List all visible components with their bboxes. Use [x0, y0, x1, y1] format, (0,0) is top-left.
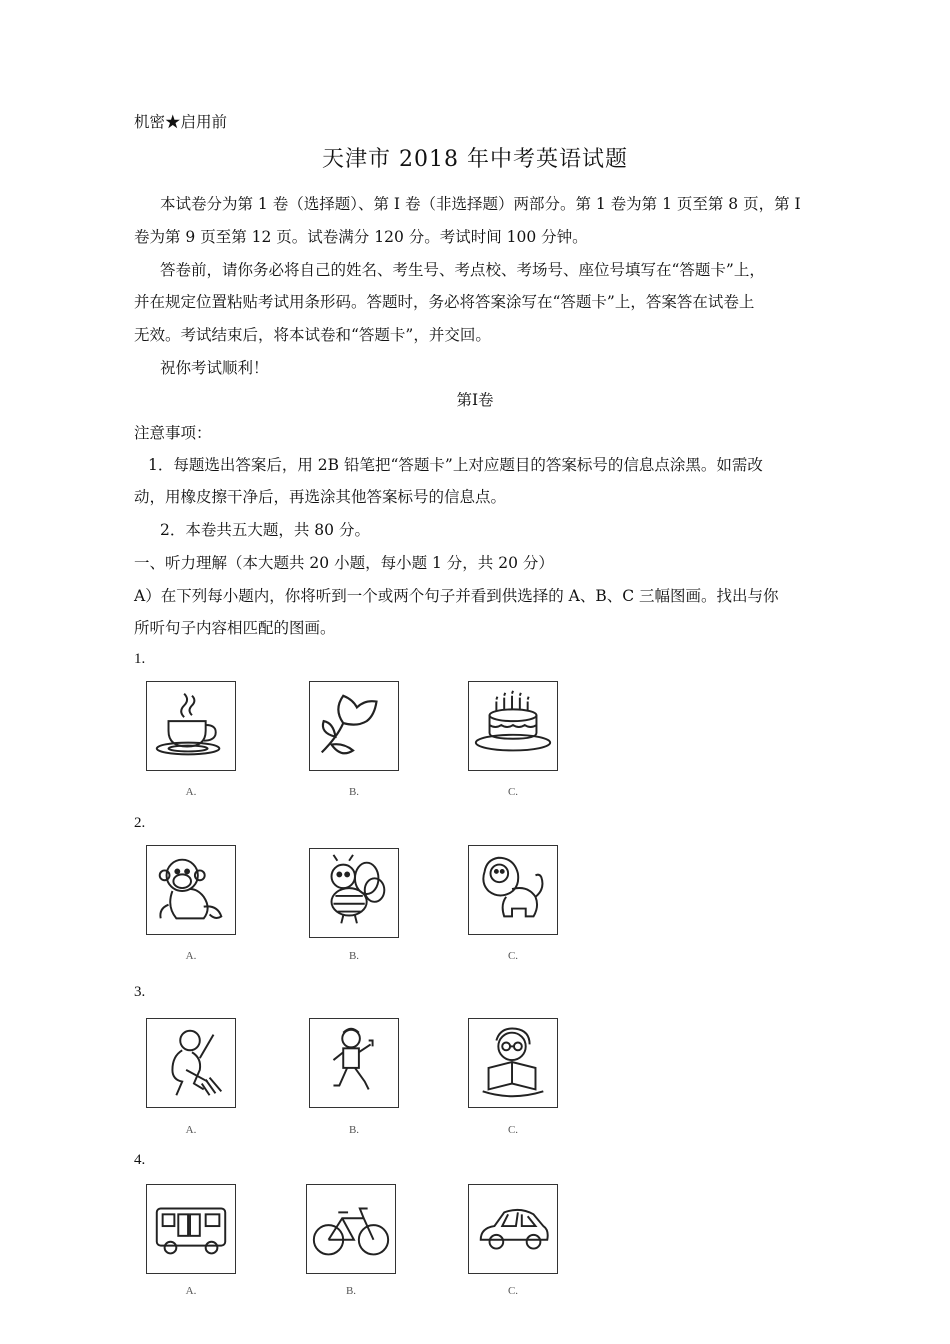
option-image-bee[interactable]: [309, 848, 399, 938]
question-number: 2.: [134, 815, 146, 831]
option-label: B.: [345, 1285, 357, 1297]
option-image-sweeping[interactable]: [146, 1018, 236, 1108]
note-2: 2．本卷共五大题，共 80 分。: [160, 521, 370, 539]
question-number: 1.: [134, 651, 146, 667]
running-boy-icon: [310, 1019, 398, 1107]
note-1-line-1: 1．每题选出答案后，用 2B 铅笔把“答题卡”上对应题目的答案标号的信息点涂黑。如需改: [148, 456, 763, 474]
intro-line-5: 无效。考试结束后，将本试卷和“答题卡”，并交回。: [134, 326, 491, 344]
option-label: C.: [507, 1285, 519, 1297]
question-number: 4.: [134, 1152, 146, 1168]
option-image-monkey[interactable]: [146, 845, 236, 935]
option-label: C.: [507, 950, 519, 962]
option-label: B.: [348, 950, 360, 962]
volume-title: 第I卷: [456, 391, 494, 409]
bee-icon: [310, 849, 398, 937]
coffee-cup-icon: [147, 682, 235, 770]
note-1-line-2: 动，用橡皮擦干净后，再选涂其他答案标号的信息点。: [134, 488, 507, 506]
option-image-bus[interactable]: [146, 1184, 236, 1274]
birthday-cake-icon: [469, 682, 557, 770]
bicycle-icon: [307, 1185, 395, 1273]
option-label: A.: [185, 950, 197, 962]
option-label: A.: [185, 786, 197, 798]
option-image-running[interactable]: [309, 1018, 399, 1108]
intro-line-2: 卷为第 9 页至第 12 页。试卷满分 120 分。考试时间 100 分钟。: [134, 228, 588, 246]
secret-mark: 机密★启用前: [134, 113, 228, 131]
wish-text: 祝你考试顺利！: [160, 359, 269, 377]
page-title: 天津市 2018 年中考英语试题: [322, 147, 628, 172]
intro-line-4: 并在规定位置粘贴考试用条形码。答题时，务必将答案涂写在“答题卡”上，答案答在试卷上: [134, 293, 755, 311]
notes-heading: 注意事项：: [134, 424, 212, 442]
option-image-coffee[interactable]: [146, 681, 236, 771]
option-image-reading[interactable]: [468, 1018, 558, 1108]
option-image-flower[interactable]: [309, 681, 399, 771]
option-image-car[interactable]: [468, 1184, 558, 1274]
option-label: B.: [348, 1124, 360, 1136]
sweeping-boy-icon: [147, 1019, 235, 1107]
section-1-heading: 一、听力理解（本大题共 20 小题，每小题 1 分，共 20 分）: [134, 554, 554, 572]
flower-icon: [310, 682, 398, 770]
option-label: C.: [507, 786, 519, 798]
option-label: C.: [507, 1124, 519, 1136]
monkey-icon: [147, 846, 235, 934]
option-label: A.: [185, 1124, 197, 1136]
bus-icon: [147, 1185, 235, 1273]
reading-boy-icon: [469, 1019, 557, 1107]
question-number: 3.: [134, 984, 146, 1000]
option-image-lion[interactable]: [468, 845, 558, 935]
option-label: A.: [185, 1285, 197, 1297]
intro-line-3: 答卷前，请你务必将自己的姓名、考生号、考点校、考场号、座位号填写在“答题卡”上，: [160, 261, 765, 279]
section-1-a-line-2: 所听句子内容相匹配的图画。: [134, 619, 336, 637]
option-label: B.: [348, 786, 360, 798]
section-1-a-line-1: A）在下列每小题内，你将听到一个或两个句子并看到供选择的 A、B、C 三幅图画。找出与你: [134, 587, 779, 605]
intro-line-1: 本试卷分为第 1 卷（选择题）、第 I 卷（非选择题）两部分。第 1 卷为第 1 页至第 8 页，第 I: [160, 195, 801, 213]
lion-icon: [469, 846, 557, 934]
car-icon: [469, 1185, 557, 1273]
option-image-bicycle[interactable]: [306, 1184, 396, 1274]
option-image-cake[interactable]: [468, 681, 558, 771]
